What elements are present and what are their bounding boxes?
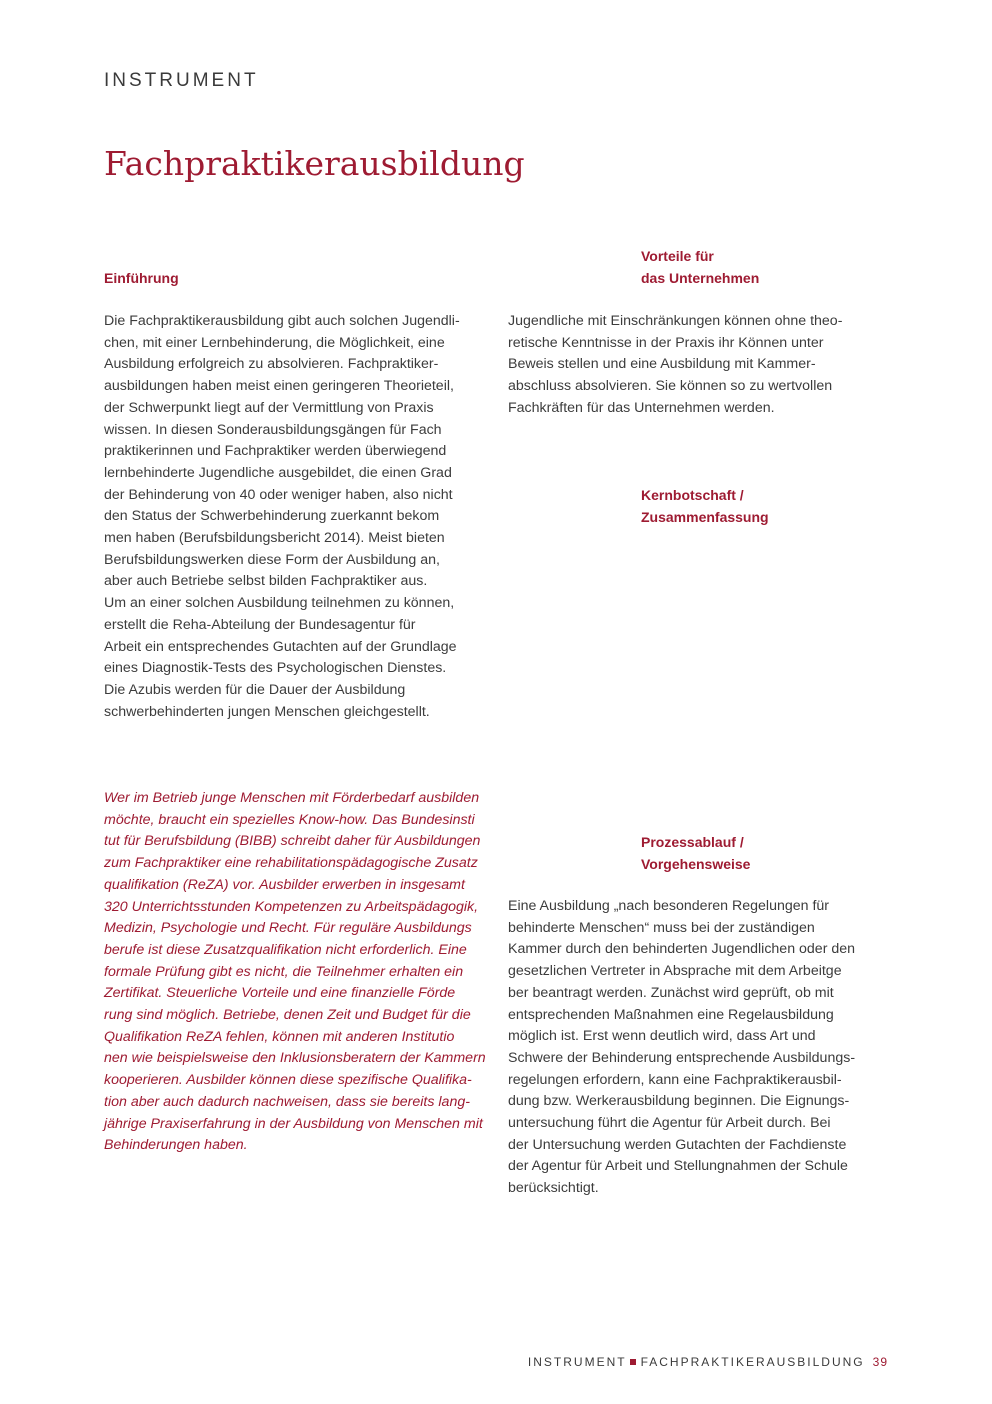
text-line: Beweis stellen und eine Ausbildung mit Kammer- [508, 356, 816, 373]
text-line: ber beantragt werden. Zunächst wird geprüft, ob mit [508, 984, 834, 1001]
text-line: kooperieren. Ausbilder können diese spezifische Qualifika- [104, 1072, 472, 1089]
text-line: tut für Berufsbildung (BIBB) schreibt daher für Ausbildungen [104, 833, 481, 850]
text-line: Ausbildung erfolgreich zu absolvieren. Fachpraktiker- [104, 356, 439, 373]
text-line: Um an einer solchen Ausbildung teilnehmen zu können, [104, 595, 455, 612]
text-line: Prozessablauf / [641, 834, 744, 850]
text-line: Jugendliche mit Einschränkungen können ohne theo- [508, 313, 843, 329]
text-line: Vorgehensweise [641, 856, 751, 872]
text-line: Zertifikat. Steuerliche Vorteile und eine finanzielle Förde [104, 985, 456, 1002]
text-line: Kernbotschaft / [641, 487, 744, 503]
section-kicker: INSTRUMENT [104, 70, 259, 91]
text-line: men haben (Berufsbildungsbericht 2014). Meist bieten [104, 530, 445, 547]
text-line: dung bzw. Werkerausbildung beginnen. Die Eignungs- [508, 1093, 850, 1110]
text-line: Die Fachpraktikerausbildung gibt auch solchen Jugendli- [104, 313, 460, 329]
text-line: möglich ist. Erst wenn deutlich wird, dass Art und [508, 1028, 816, 1045]
text-line: behinderte Menschen“ muss bei der zuständigen [508, 919, 815, 936]
text-line: aber auch Betriebe selbst bilden Fachpraktiker aus. [104, 573, 428, 590]
text-line: untersuchung führt die Agentur für Arbeit durch. Bei [508, 1115, 831, 1132]
text-line: das Unternehmen [641, 270, 760, 286]
text-line: Arbeit ein entsprechendes Gutachten auf der Grundlage [104, 638, 457, 655]
page-title: Fachpraktikerausbildung [104, 144, 525, 183]
intro-paragraph [104, 311, 460, 723]
text-line: Kammer durch den behinderten Jugendlichen oder den [508, 941, 856, 958]
text-line: entsprechenden Maßnahmen eine Regelausbildung [508, 1006, 834, 1023]
text-line: Schwere der Behinderung entsprechende Ausbildungs- [508, 1049, 856, 1066]
text-line: tion aber auch dadurch nachweisen, dass sie bereits lang- [104, 1093, 470, 1110]
prozess-heading [641, 831, 750, 875]
footer-section: INSTRUMENT [527, 1355, 627, 1369]
text-line: regelungen erfordern, kann eine Fachpraktikerausbil- [508, 1071, 842, 1088]
text-line: qualifikation (ReZA) vor. Ausbilder erwerben in insgesamt [104, 876, 465, 893]
text-line: Berufsbildungswerken diese Form der Ausbildung an, [104, 551, 440, 568]
text-line: lernbehinderte Jugendliche ausgebildet, die einen Grad [104, 464, 452, 481]
footer-topic: FACHPRAKTIKERAUSBILDUNG [640, 1355, 865, 1369]
page-number: 39 [872, 1355, 888, 1369]
text-line: retische Kenntnisse in der Praxis ihr Können unter [508, 334, 824, 351]
text-line: praktikerinnen und Fachpraktiker werden überwiegend [104, 443, 447, 460]
text-line: ausbildungen haben meist einen geringeren Theorieteil, [104, 378, 454, 395]
text-line: zum Fachpraktiker eine rehabilitationspädagogische Zusatz [104, 855, 478, 872]
text-line: Qualifikation ReZA fehlen, können mit anderen Institutio [104, 1028, 455, 1045]
text-line: gesetzlichen Vertreter in Absprache mit dem Arbeitge [508, 963, 842, 980]
text-line: Fachkräften für das Unternehmen werden. [508, 399, 775, 416]
text-line: Wer im Betrieb junge Menschen mit Förderbedarf ausbilden [104, 790, 480, 806]
text-line: Die Azubis werden für die Dauer der Ausbildung [104, 681, 406, 698]
text-line: den Status der Schwerbehinderung zuerkannt bekom [104, 508, 440, 525]
text-line: Vorteile für [641, 248, 714, 264]
page-footer [528, 1355, 888, 1369]
text-line: eines Diagnostik-Tests des Psychologischen Dienstes. [104, 660, 447, 677]
text-line: der Agentur für Arbeit und Stellungnahmen der Schule [508, 1158, 848, 1175]
text-line: Medizin, Psychologie und Recht. Für reguläre Ausbildungs [104, 920, 472, 937]
text-line: abschluss absolvieren. Sie können so zu wertvollen [508, 378, 833, 395]
text-line: Behinderungen haben. [104, 1137, 248, 1154]
vorteile-heading [641, 245, 759, 289]
text-line: Zusammenfassung [641, 509, 769, 525]
text-line: nen wie beispielsweise den Inklusionsberatern der Kammern [104, 1050, 486, 1067]
italic-paragraph [104, 788, 486, 1157]
text-line: rung sind möglich. Betriebe, denen Zeit und Budget für die [104, 1007, 471, 1024]
kernbotschaft-heading [641, 484, 769, 528]
text-line: formale Prüfung gibt es nicht, die Teilnehmer erhalten ein [104, 963, 464, 980]
text-line: der Schwerpunkt liegt auf der Vermittlung von Praxis [104, 399, 434, 416]
prozess-paragraph [508, 896, 855, 1200]
text-line: schwerbehinderten jungen Menschen gleichgestellt. [104, 703, 430, 720]
text-line: berufe ist diese Zusatzqualifikation nicht erforderlich. Eine [104, 941, 467, 958]
text-line: jährige Praxiserfahrung in der Ausbildung von Menschen mit [104, 1115, 483, 1132]
text-line: 320 Unterrichtsstunden Kompetenzen zu Arbeitspädagogik, [104, 898, 479, 915]
text-line: möchte, braucht ein spezielles Know-how. Das Bundesinsti [104, 811, 475, 828]
vorteile-paragraph [508, 311, 842, 420]
text-line: chen, mit einer Lernbehinderung, die Möglichkeit, eine [104, 334, 445, 351]
text-line: wissen. In diesen Sonderausbildungsgängen für Fach [104, 421, 442, 438]
text-line: der Behinderung von 40 oder weniger haben, also nicht [104, 486, 453, 503]
text-line: berücksichtigt. [508, 1180, 599, 1197]
footer-separator-icon [630, 1359, 636, 1365]
intro-heading: Einführung [104, 270, 179, 286]
text-line: erstellt die Reha-Abteilung der Bundesagentur für [104, 616, 416, 633]
text-line: Eine Ausbildung „nach besonderen Regelungen für [508, 898, 830, 914]
text-line: der Untersuchung werden Gutachten der Fachdienste [508, 1136, 847, 1153]
